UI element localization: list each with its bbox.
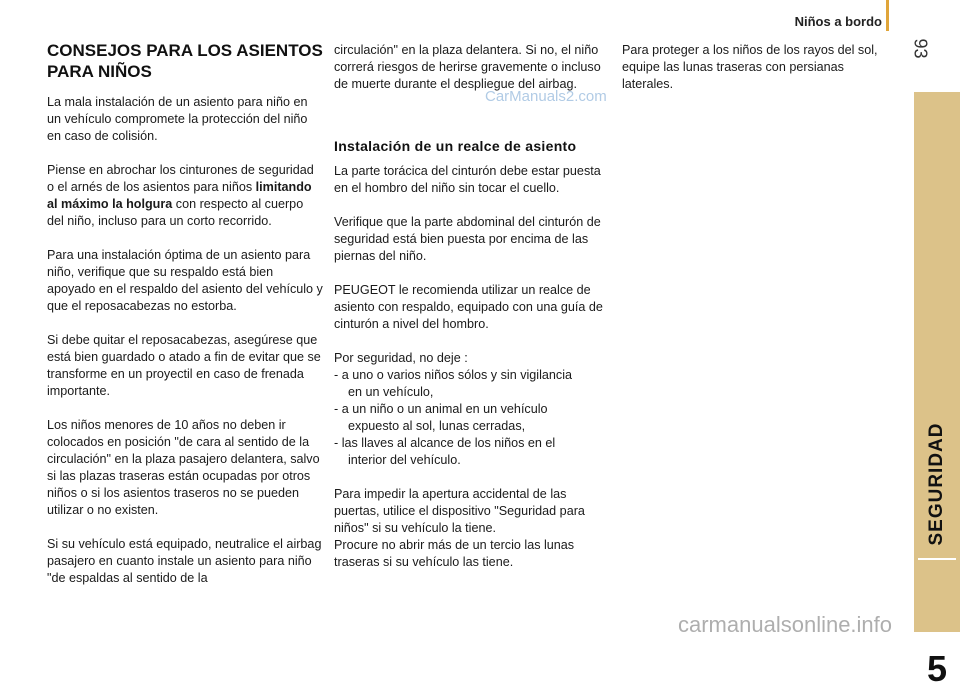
paragraph: Si debe quitar el reposacabezas, asegúrese que está bien guardado o atado a fin de evitar que se transforme en un proyectil en caso de frenada importante. [47, 333, 321, 398]
paragraph: Para impedir la apertura accidental de las puertas, utilice el dispositivo "Seguridad para niños" si su vehículo la tiene. Procure no abrir más de un tercio las lunas traseras si su vehículo las tiene. [334, 487, 585, 569]
paragraph: Los niños menores de 10 años no deben ir colocados en posición "de cara al sentido de la circulación" en la plaza pasajero delantera, salvo si las plazas traseras están ocupadas por otros niños o si los asientos traseros no se pueden utilizar o no existen. [47, 418, 320, 517]
page-number: 93 [910, 38, 931, 59]
list-item: - a uno o varios niños sólos y sin vigilancia [334, 368, 573, 382]
section-heading: CONSEJOS PARA LOS ASIENTOS PARA NIÑOS [47, 41, 323, 81]
section-tab-number: 5 [926, 648, 948, 689]
watermark-carmanuals2: CarManuals2.com [485, 88, 607, 105]
section-side-tab [914, 92, 960, 689]
text-column-2 [334, 42, 606, 588]
list-item: - las llaves al alcance de los niños en el [334, 436, 556, 450]
bold-emphasis: limitando al máximo la holgura [47, 180, 312, 211]
paragraph: Si su vehículo está equipado, neutralice el airbag pasajero en cuanto instale un asiento para niño "de espaldas al sentido de la [47, 537, 322, 585]
paragraph: Para proteger a los niños de los rayos del sol, equipe las lunas traseras con persianas laterales. [622, 43, 878, 91]
paragraph: Verifique que la parte abdominal del cinturón de seguridad está bien puesta por encima de las piernas del niño. [334, 215, 601, 263]
paragraph: La parte torácica del cinturón debe estar puesta en el hombro del niño sin tocar el cuello. [334, 164, 601, 195]
paragraph: Para una instalación óptima de un asiento para niño, verifique que su respaldo está bien apoyado en el respaldo del asiento del vehículo y que el reposacabezas no estorba. [47, 248, 323, 313]
list-item-continuation: interior del vehículo. [348, 453, 461, 467]
section-tab-label: SEGURIDAD [926, 422, 947, 546]
text-column-1 [47, 40, 323, 604]
text-column-3 [622, 42, 894, 110]
section-tab-divider [918, 558, 956, 560]
list-intro: Por seguridad, no deje : [334, 351, 468, 365]
subsection-heading: Instalación de un realce de asiento [334, 138, 577, 154]
header-title: Niños a bordo [794, 14, 882, 29]
paragraph: La mala instalación de un asiento para niño en un vehículo compromete la protección del niño en caso de colisión. [47, 95, 308, 143]
paragraph: PEUGEOT le recomienda utilizar un realce de asiento con respaldo, equipado con una guía de cinturón a nivel del hombro. [334, 283, 603, 331]
page-header [0, 0, 892, 30]
paragraph: circulación" en la plaza delantera. Si no, el niño correrá riesgos de herirse gravemente o incluso de muerte durante el despliegue del airbag. [334, 43, 601, 91]
header-accent-line [886, 0, 889, 31]
watermark-carmanualsonline: carmanualsonline.info [678, 612, 893, 637]
paragraph: Piense en abrochar los cinturones de seguridad o el arnés de los asientos para niños limitando al máximo la holgura con respecto al cuerpo del niño, incluso para un corto recorrido. [47, 163, 314, 228]
list-item-continuation: expuesto al sol, lunas cerradas, [348, 419, 526, 433]
list-item-continuation: en un vehículo, [348, 385, 434, 399]
safety-list [334, 350, 606, 469]
list-item: - a un niño o un animal en un vehículo [334, 402, 548, 416]
